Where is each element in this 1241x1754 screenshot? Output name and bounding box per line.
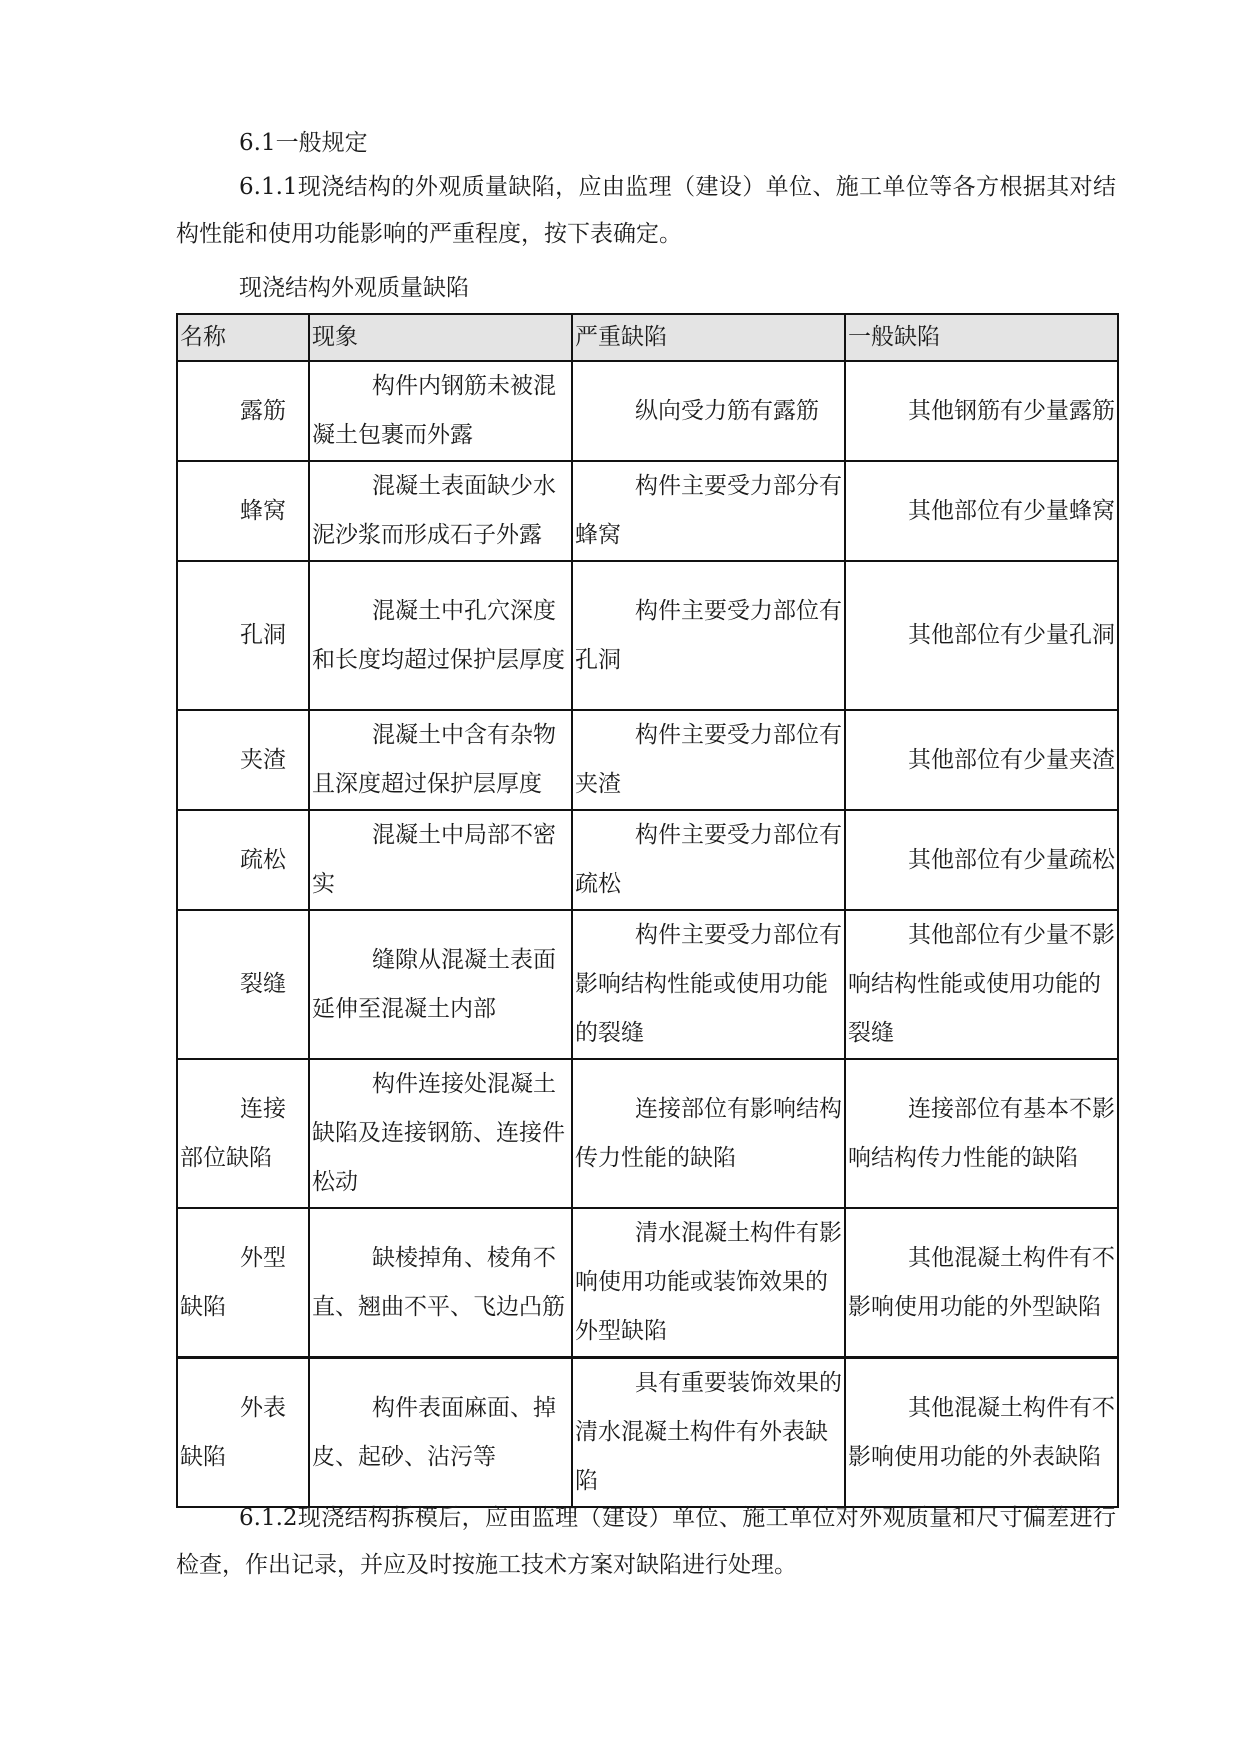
- cell-phenomenon: [309, 1059, 572, 1208]
- cell-serious: [572, 710, 845, 810]
- cell-name: 裂缝: [177, 910, 309, 1059]
- cell-name: 孔洞: [177, 561, 309, 710]
- table-row: [177, 810, 1118, 910]
- cell-text: 构件主要受力部位有影响结构性能或使用功能的裂缝: [575, 922, 842, 1046]
- table-row: [177, 461, 1118, 561]
- table-caption: 现浇结构外观质量缺陷: [239, 275, 469, 301]
- cell-serious: [572, 1208, 845, 1358]
- cell-phenomenon: [309, 710, 572, 810]
- cell-general: [845, 1208, 1118, 1358]
- cell-serious: [572, 561, 845, 710]
- cell-text: 其他部位有少量孔洞: [908, 622, 1115, 648]
- cell-text: 其他部位有少量夹渣: [908, 746, 1115, 773]
- cell-text: 其他部位有少量蜂窝: [908, 497, 1115, 524]
- cell-text: 其他混凝土构件有不影响使用功能的外型缺陷: [848, 1244, 1115, 1320]
- cell-text: 连接部位有基本不影响结构传力性能的缺陷: [848, 1095, 1115, 1171]
- cell-phenomenon: [309, 561, 572, 710]
- table-row: [177, 910, 1118, 1059]
- table-header-row: [177, 314, 1118, 361]
- header-phenomenon: 现象: [309, 314, 572, 361]
- cell-phenomenon: [309, 461, 572, 561]
- cell-text: 构件主要受力部位有疏松: [575, 822, 842, 897]
- cell-phenomenon: [309, 361, 572, 461]
- header-name: 名称: [177, 314, 309, 361]
- cell-text: 构件表面麻面、掉皮、起砂、沾污等: [312, 1394, 556, 1470]
- cell-text: 其他部位有少量不影响结构性能或使用功能的裂缝: [848, 922, 1115, 1046]
- cell-general: [845, 1358, 1118, 1508]
- cell-name: 疏松: [177, 810, 309, 910]
- cell-text: 连接部位有影响结构传力性能的缺陷: [575, 1095, 842, 1171]
- cell-phenomenon: [309, 1208, 572, 1358]
- cell-phenomenon: [309, 1358, 572, 1508]
- cell-text: 具有重要装饰效果的清水混凝土构件有外表缺陷: [575, 1370, 842, 1494]
- cell-serious: [572, 1059, 845, 1208]
- section-heading: 6.1一般规定: [239, 130, 368, 156]
- cell-name: 外表缺陷: [177, 1358, 309, 1508]
- cell-text: 混凝土中孔穴深度和长度均超过保护层厚度: [312, 597, 565, 673]
- cell-text: 缝隙从混凝土表面延伸至混凝土内部: [312, 946, 556, 1022]
- table-row: [177, 561, 1118, 710]
- cell-text: 混凝土表面缺少水泥沙浆而形成石子外露: [312, 473, 556, 548]
- cell-phenomenon: [309, 910, 572, 1059]
- cell-serious: [572, 461, 845, 561]
- table-row: [177, 1208, 1118, 1358]
- cell-text: 缺棱掉角、棱角不直、翘曲不平、飞边凸筋: [312, 1244, 565, 1320]
- header-general-defect: 一般缺陷: [845, 314, 1118, 361]
- cell-general: [845, 361, 1118, 461]
- cell-general: [845, 1059, 1118, 1208]
- cell-serious: [572, 910, 845, 1059]
- cell-name: 蜂窝: [177, 461, 309, 561]
- cell-name: 露筋: [177, 361, 309, 461]
- cell-text: 混凝土中含有杂物且深度超过保护层厚度: [312, 722, 556, 797]
- cell-name: 连接部位缺陷: [177, 1059, 309, 1208]
- cell-name: 外型缺陷: [177, 1208, 309, 1358]
- cell-text: 构件连接处混凝土缺陷及连接钢筋、连接件松动: [312, 1071, 565, 1195]
- cell-general: [845, 710, 1118, 810]
- cell-text: 纵向受力筋有露筋: [635, 397, 819, 424]
- cell-text: 其他部位有少量疏松: [908, 846, 1115, 873]
- cell-general: [845, 910, 1118, 1059]
- cell-text: 构件内钢筋未被混凝土包裹而外露: [312, 373, 556, 448]
- cell-text: 构件主要受力部位有夹渣: [575, 722, 842, 797]
- clause-6-1-1: 6.1.1现浇结构的外观质量缺陷，应由监理（建设）单位、施工单位等各方根据其对结构性能和使用功能影响的严重程度，按下表确定。: [176, 174, 1116, 247]
- cell-serious: [572, 361, 845, 461]
- defects-table: [176, 313, 1119, 1508]
- cell-name: 夹渣: [177, 710, 309, 810]
- cell-general: [845, 561, 1118, 710]
- table-row: [177, 710, 1118, 810]
- cell-text: 混凝土中局部不密实: [312, 822, 556, 897]
- cell-text: 清水混凝土构件有影响使用功能或装饰效果的外型缺陷: [575, 1220, 842, 1344]
- cell-text: 构件主要受力部位有孔洞: [575, 597, 842, 673]
- cell-text: 其他混凝土构件有不影响使用功能的外表缺陷: [848, 1394, 1115, 1470]
- cell-general: [845, 810, 1118, 910]
- table-row: [177, 1358, 1118, 1508]
- cell-text: 其他钢筋有少量露筋: [908, 397, 1115, 424]
- cell-serious: [572, 1358, 845, 1508]
- header-serious-defect: 严重缺陷: [572, 314, 845, 361]
- table-row: [177, 1059, 1118, 1208]
- table-row: [177, 361, 1118, 461]
- cell-text: 构件主要受力部分有蜂窝: [575, 473, 842, 548]
- cell-general: [845, 461, 1118, 561]
- cell-serious: [572, 810, 845, 910]
- clause-6-1-2: 6.1.2现浇结构拆模后，应由监理（建设）单位、施工单位对外观质量和尺寸偏差进行检查，作出记录，并应及时按施工技术方案对缺陷进行处理。: [176, 1505, 1116, 1578]
- cell-phenomenon: [309, 810, 572, 910]
